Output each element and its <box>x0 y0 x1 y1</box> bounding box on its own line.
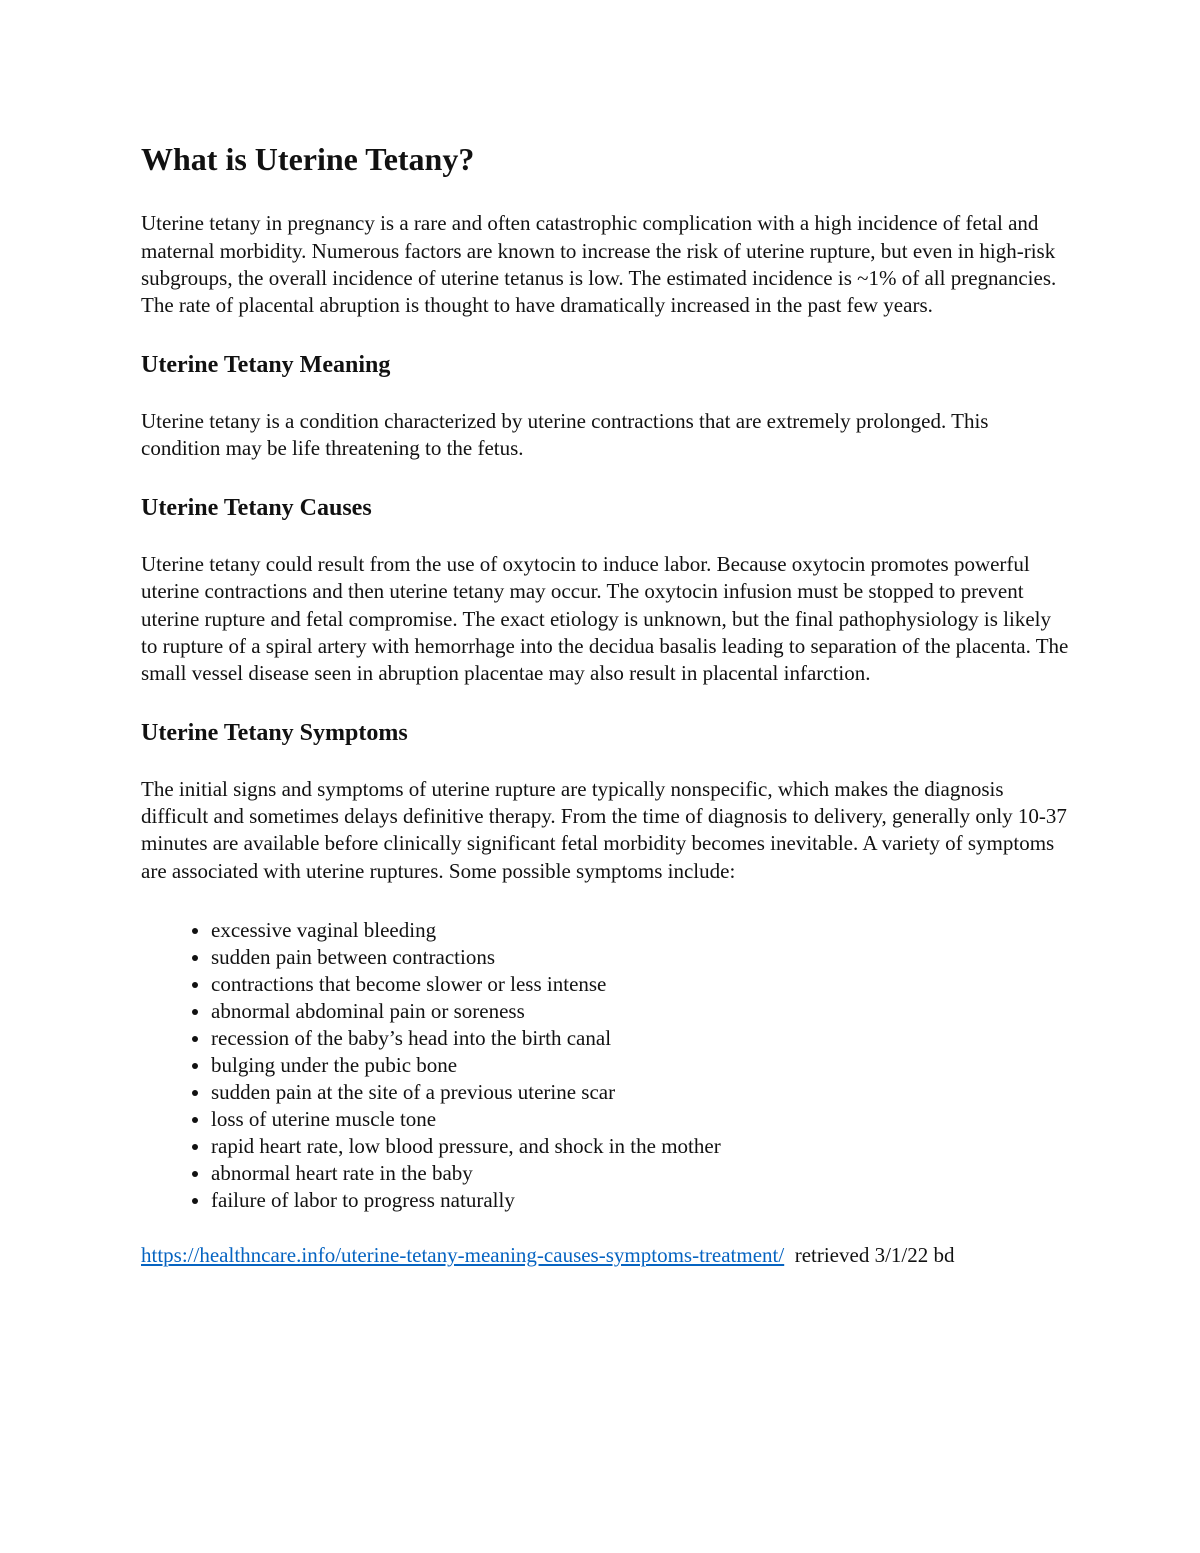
section-heading-causes: Uterine Tetany Causes <box>141 495 372 522</box>
section-heading-symptoms: Uterine Tetany Symptoms <box>141 720 408 747</box>
section-heading-meaning: Uterine Tetany Meaning <box>141 352 391 379</box>
section-body-meaning: Uterine tetany is a condition characterized by uterine contractions that are extremely prolonged. This condition may be life threatening to the fetus. <box>141 409 989 461</box>
document-page <box>141 140 1071 1269</box>
list-item: • abnormal abdominal pain or soreness <box>211 998 1071 1025</box>
retrieved-note: retrieved 3/1/22 bd <box>794 1242 955 1267</box>
list-item: • recession of the baby’s head into the birth canal <box>211 1025 1071 1052</box>
source-citation <box>141 1242 1071 1269</box>
source-link[interactable]: https://healthncare.info/uterine-tetany-meaning-causes-symptoms-treatment/ <box>141 1242 785 1267</box>
list-item: • abnormal heart rate in the baby <box>211 1160 1071 1187</box>
list-item: • excessive vaginal bleeding <box>211 917 1071 944</box>
list-item: • loss of uterine muscle tone <box>211 1106 1071 1133</box>
list-item: • rapid heart rate, low blood pressure, and shock in the mother <box>211 1133 1071 1160</box>
list-item: • sudden pain between contractions <box>211 944 1071 971</box>
section-body-causes: Uterine tetany could result from the use of oxytocin to induce labor. Because oxytocin promotes powerful uterine contractions and then uterine tetany may occur. The oxytocin infusion must be stopped to prevent uterine rupture and fetal compromise. The exact etiology is unknown, but the final pathophysiology is likely to rupture of a spiral artery with hemorrhage into the decidua basalis leading to separation of the placenta. The small vessel disease seen in abruption placentae may also result in placental infarction. <box>141 552 1069 686</box>
symptoms-list <box>141 917 1071 1214</box>
list-item: • sudden pain at the site of a previous uterine scar <box>211 1079 1071 1106</box>
list-item: • failure of labor to progress naturally <box>211 1187 1071 1214</box>
list-item: • bulging under the pubic bone <box>211 1052 1071 1079</box>
list-item: • contractions that become slower or less intense <box>211 971 1071 998</box>
page-title: What is Uterine Tetany? <box>141 141 475 177</box>
intro-paragraph: Uterine tetany in pregnancy is a rare and often catastrophic complication with a high incidence of fetal and maternal morbidity. Numerous factors are known to increase the risk of uterine rupture, but even in high-risk subgroups, the overall incidence of uterine tetanus is low. The estimated incidence is ~1% of all pregnancies. The rate of placental abruption is thought to have dramatically increased in the past few years. <box>141 211 1057 317</box>
section-body-symptoms: The initial signs and symptoms of uterine rupture are typically nonspecific, which makes the diagnosis difficult and sometimes delays definitive therapy. From the time of diagnosis to delivery, generally only 10-37 minutes are available before clinically significant fetal morbidity becomes inevitable. A variety of symptoms are associated with uterine ruptures. Some possible symptoms include: <box>141 777 1067 883</box>
